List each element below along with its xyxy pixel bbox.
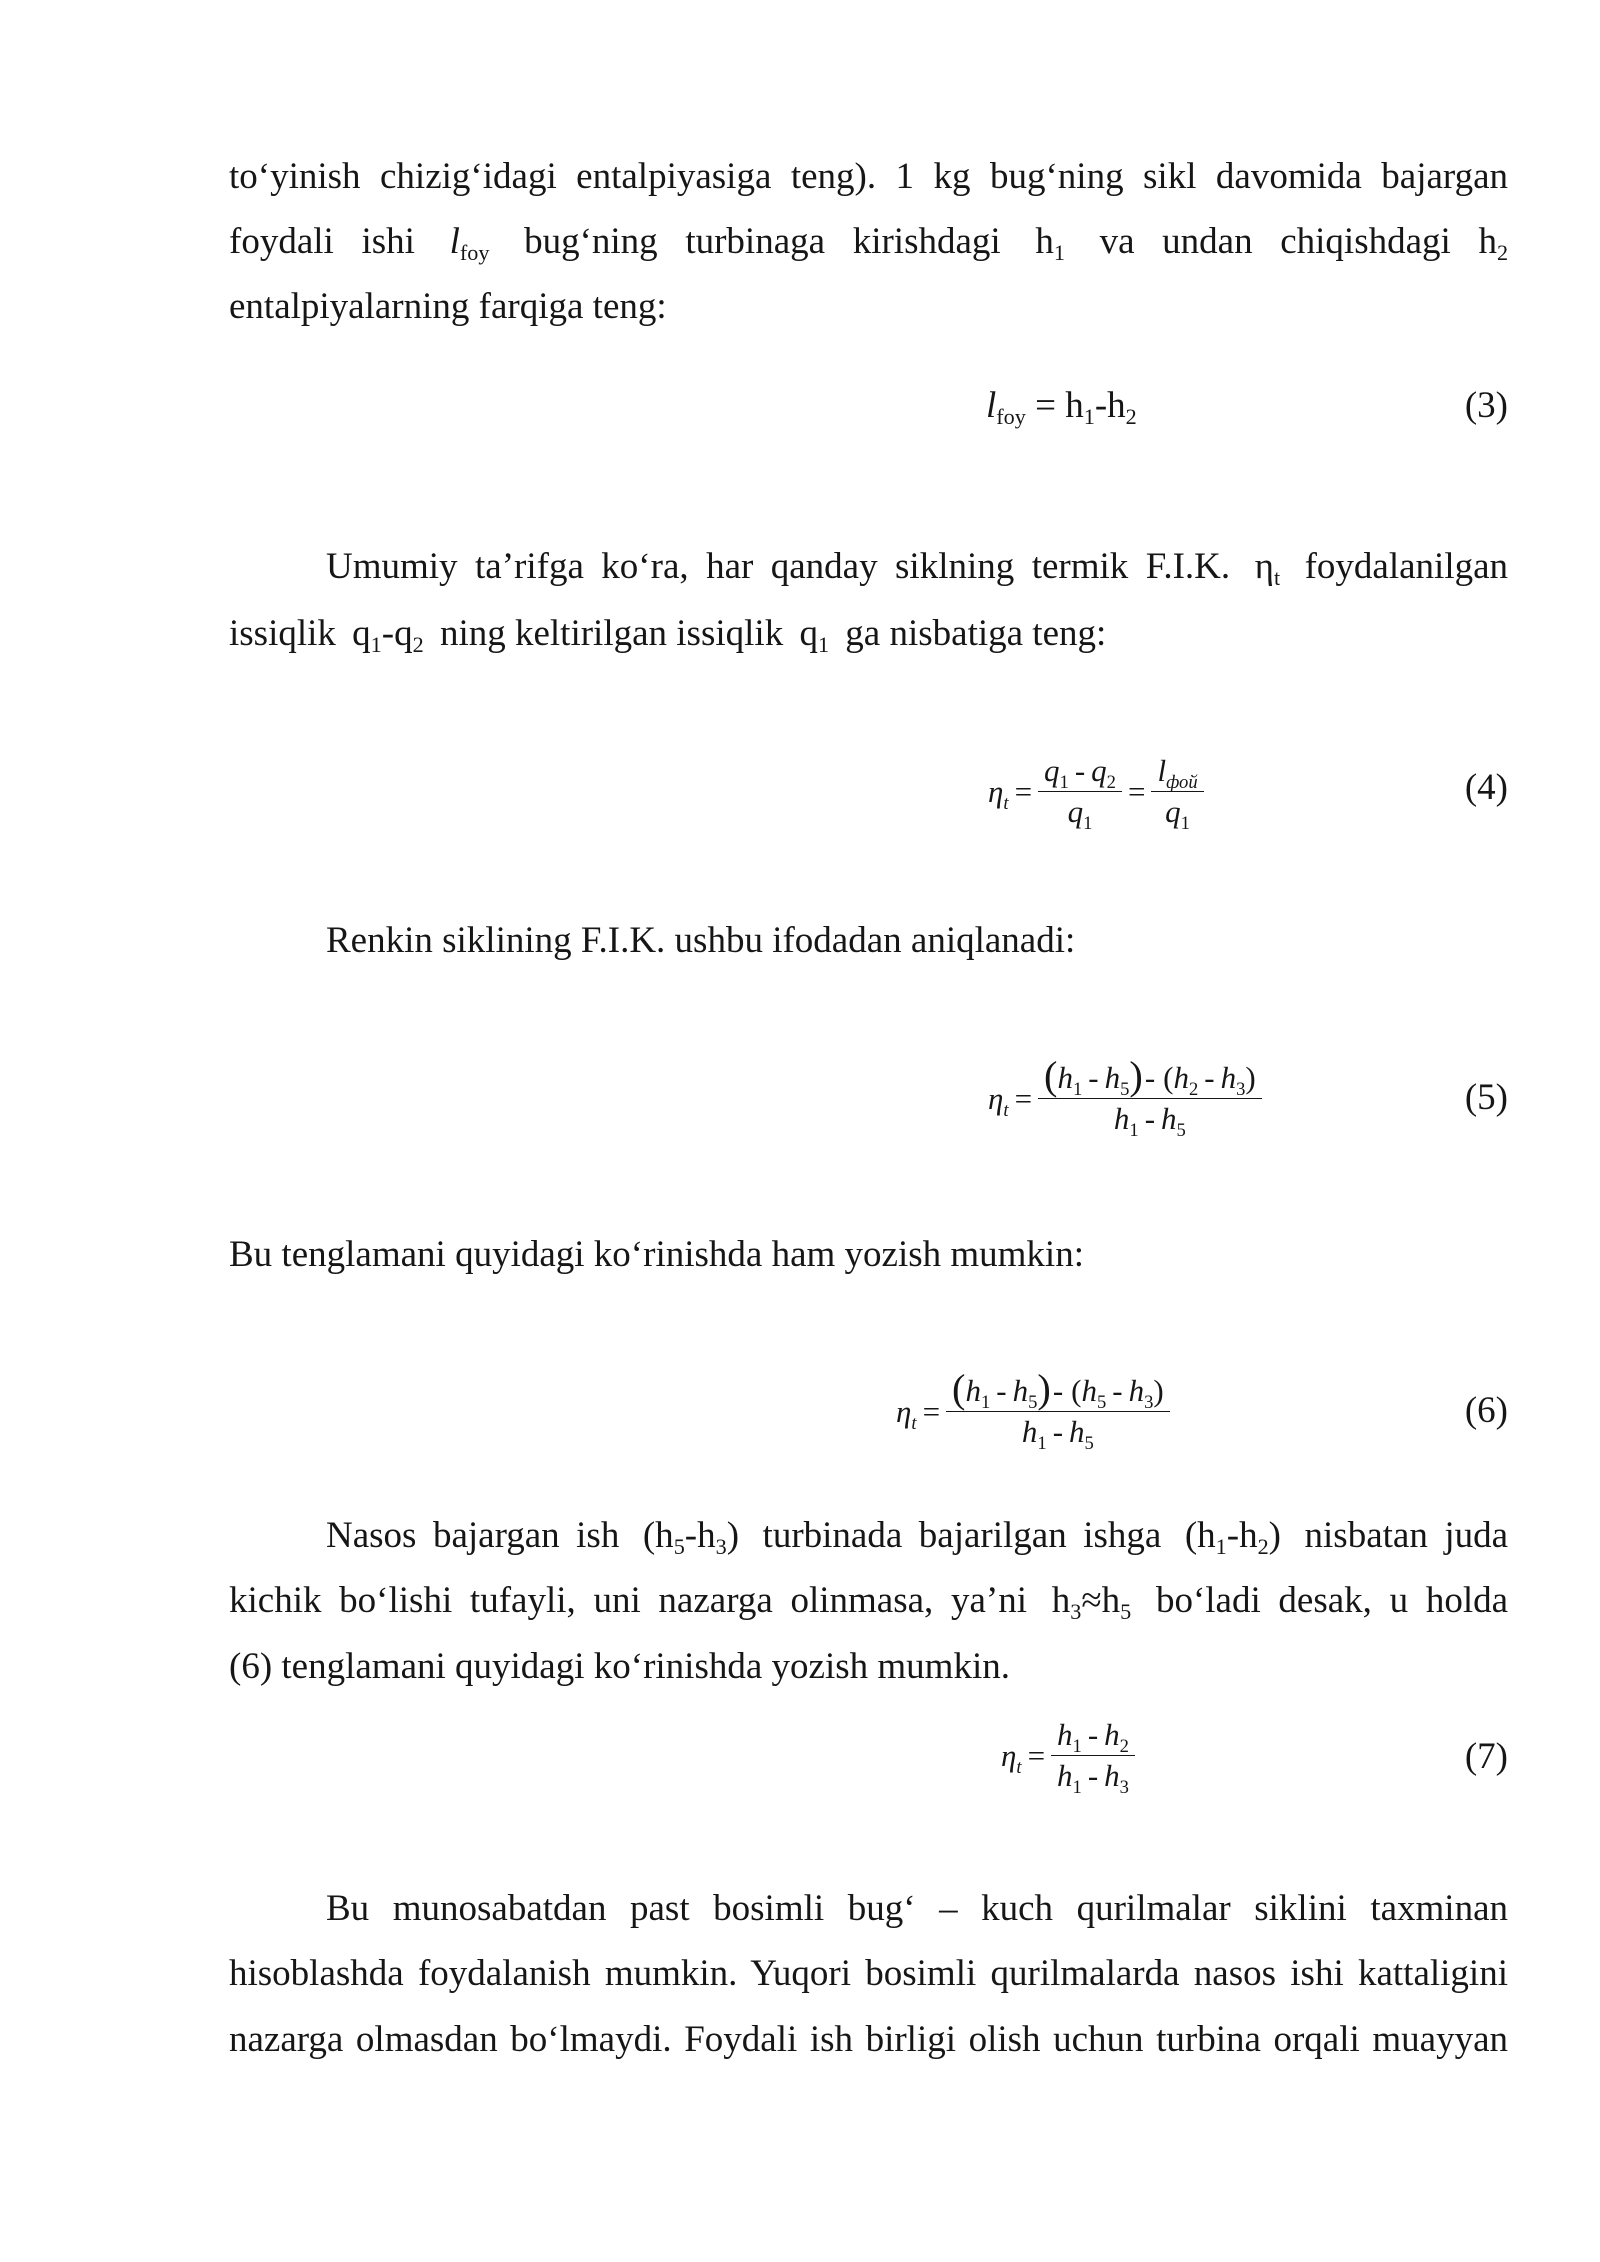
p5-line-1 <box>326 1514 1508 1558</box>
h5-h3-expression <box>642 1515 740 1559</box>
minus-sign: - <box>1052 1373 1064 1408</box>
symbol-l: l <box>1157 753 1167 788</box>
fraction <box>946 1366 1170 1455</box>
equation-3 <box>986 384 1137 428</box>
subscript: 1 <box>1072 1736 1082 1758</box>
subscript: 2 <box>1119 1736 1129 1758</box>
equals-sign: = <box>922 1393 941 1429</box>
symbol-eta: η <box>1001 1737 1017 1773</box>
equation-number-7: (7) <box>1464 1736 1508 1777</box>
subscript: 5 <box>1084 1433 1094 1455</box>
symbol-q: q <box>799 613 818 654</box>
text-run: foydalanilgan <box>1304 546 1509 587</box>
symbol-h: h <box>1478 221 1497 262</box>
symbol-h: h <box>1081 1373 1097 1408</box>
symbol-h: h <box>1220 1060 1237 1095</box>
symbol-eta: η <box>1254 546 1274 587</box>
subscript: 2 <box>1106 772 1116 794</box>
minus-sign: - <box>1144 1060 1156 1095</box>
text-run: bo‘ladi desak, u holda <box>1155 1580 1509 1621</box>
subscript: 5 <box>1176 1120 1186 1142</box>
p1-line-3: entalpiyalarning farqiga teng: <box>229 286 667 327</box>
equals-sign: = <box>1027 1737 1046 1773</box>
symbol-h: h <box>1012 1373 1029 1408</box>
expr-part: (h <box>1184 1515 1216 1556</box>
fraction <box>1038 1053 1262 1142</box>
symbol-l: l <box>449 221 460 262</box>
p1-line-2 <box>229 220 1508 264</box>
q1-symbol <box>799 613 830 657</box>
symbol-l: l <box>986 385 997 426</box>
denominator <box>946 1412 1170 1455</box>
fraction-2 <box>1151 753 1203 835</box>
minus-sign: - <box>1074 753 1086 788</box>
subscript: 3 <box>715 1533 727 1559</box>
close-paren: ) <box>1037 1366 1051 1411</box>
expr-part: -h <box>1226 1515 1258 1556</box>
expr-part: h <box>1051 1580 1071 1621</box>
subscript: 5 <box>673 1533 685 1559</box>
symbol-h: h <box>1113 1101 1130 1136</box>
text-run: kichik bo‘lishi tufayli, uni nazarga olinmasa, ya’ni <box>229 1580 1028 1621</box>
h2-symbol <box>1478 221 1509 265</box>
open-paren: ( <box>1044 1053 1058 1098</box>
eta-t <box>896 1393 917 1434</box>
open-paren: ( <box>1071 1373 1082 1408</box>
close-paren: ) <box>1245 1060 1256 1095</box>
subscript: 3 <box>1119 1777 1129 1799</box>
subscript: t <box>1273 564 1281 590</box>
p3-line-1: Renkin siklining F.I.K. ushbu ifodadan aniqlanadi: <box>326 920 1076 961</box>
text-run: Nasos bajargan ish <box>326 1515 620 1556</box>
subscript: 5 <box>1028 1392 1038 1414</box>
symbol-h: h <box>1173 1060 1189 1095</box>
close-paren: ) <box>1129 1053 1143 1098</box>
subscript: 2 <box>412 631 424 657</box>
text-run: nisbatan juda <box>1304 1515 1509 1556</box>
subscript: t <box>1003 1099 1009 1121</box>
equation-number-6: (6) <box>1464 1390 1508 1431</box>
subscript: 1 <box>1215 1533 1227 1559</box>
subscript: 1 <box>1180 813 1190 835</box>
subscript: 5 <box>1120 1598 1132 1624</box>
equation-rhs-part: = h <box>1035 385 1084 426</box>
subscript: t <box>1016 1756 1022 1778</box>
eta-t <box>1001 1737 1022 1778</box>
text-run: Umumiy ta’rifga ko‘ra, har qanday siklning termik F.I.K. <box>326 546 1231 587</box>
fraction <box>1051 1717 1135 1799</box>
subscript: 1 <box>1053 239 1065 265</box>
q1-q2-symbol <box>352 613 424 657</box>
symbol-h: h <box>1128 1373 1145 1408</box>
symbol-h: h <box>1035 221 1054 262</box>
subscript: 2 <box>1257 1533 1269 1559</box>
expr-part: -h <box>684 1515 716 1556</box>
expr-part: ) <box>1268 1515 1281 1556</box>
open-paren: ( <box>952 1366 966 1411</box>
denominator <box>1151 792 1203 835</box>
equals-sign: = <box>1127 773 1146 809</box>
numerator <box>1038 754 1122 792</box>
text-run: va undan chiqishdagi <box>1099 221 1451 262</box>
h1-symbol <box>1035 221 1065 265</box>
subscript: t <box>1003 792 1009 814</box>
subscript: foy <box>459 239 490 265</box>
symbol-h: h <box>1104 1717 1120 1752</box>
numerator <box>1038 1053 1262 1101</box>
numerator <box>946 1366 1170 1414</box>
symbol-h: h <box>1057 1758 1073 1793</box>
numerator <box>1151 754 1203 792</box>
text-run: ning keltirilgan issiqlik <box>439 613 784 654</box>
l-foy-symbol <box>449 221 490 265</box>
symbol-q: q <box>1044 753 1060 788</box>
minus-sign: - <box>1088 1060 1099 1095</box>
subscript: 3 <box>1070 1598 1082 1624</box>
denominator <box>1038 1099 1262 1142</box>
denominator <box>1051 1756 1135 1799</box>
p5-line-3: (6) tenglamani quyidagi ko‘rinishda yozish mumkin. <box>229 1646 1010 1687</box>
symbol-q: q <box>1091 753 1107 788</box>
equation-4 <box>988 753 1204 835</box>
close-paren: ) <box>1153 1373 1164 1408</box>
equation-number-5: (5) <box>1464 1077 1508 1118</box>
subscript: 5 <box>1096 1392 1107 1414</box>
symbol-h: h <box>1057 1717 1073 1752</box>
eta-t <box>988 1080 1009 1121</box>
symbol-h: h <box>1161 1101 1177 1136</box>
equation-rhs-part: -h <box>1094 385 1126 426</box>
subscript: 1 <box>1129 1120 1139 1142</box>
denominator <box>1038 792 1122 835</box>
subscript: 1 <box>1059 772 1069 794</box>
minus-sign: - <box>1087 1717 1099 1752</box>
subscript: 2 <box>1125 403 1137 429</box>
eta-t <box>988 773 1009 814</box>
subscript: 2 <box>1496 239 1509 265</box>
equation-number-4: (4) <box>1464 767 1508 808</box>
minus-sign: - <box>996 1373 1007 1408</box>
expr-part: ) <box>726 1515 740 1556</box>
expr-part: (h <box>642 1515 674 1556</box>
equals-sign: = <box>1014 1080 1033 1116</box>
eta-t-symbol <box>1254 546 1281 590</box>
p4-line-1: Bu tenglamani quyidagi ko‘rinishda ham yozish mumkin: <box>229 1234 1084 1275</box>
symbol-h: h <box>1104 1060 1121 1095</box>
symbol-h: h <box>1069 1414 1085 1449</box>
subscript: 5 <box>1120 1079 1130 1101</box>
p1-line-1: to‘yinish chizig‘idagi entalpiyasiga teng). 1 kg bug‘ning sikl davomida bajargan <box>229 156 1508 197</box>
minus-sign: - <box>1052 1414 1064 1449</box>
text-run: foydali ishi <box>229 221 415 262</box>
minus-sign: - <box>1204 1060 1215 1095</box>
minus-sign: - <box>1144 1101 1156 1136</box>
subscript: 3 <box>1236 1079 1246 1101</box>
equals-sign: = <box>1014 773 1033 809</box>
subscript: foy <box>996 403 1026 429</box>
text-run: ga nisbatiga teng: <box>845 613 1107 654</box>
symbol-h: h <box>1057 1060 1073 1095</box>
h1-h2-expression <box>1184 1515 1281 1559</box>
text-run: issiqlik <box>229 613 336 654</box>
subscript: 1 <box>1072 1079 1083 1101</box>
minus-sign: - <box>1087 1758 1099 1793</box>
equation-5 <box>988 1053 1262 1142</box>
open-paren: ( <box>1163 1060 1174 1095</box>
fraction-1 <box>1038 753 1122 835</box>
symbol-eta: η <box>896 1393 912 1429</box>
p2-line-2 <box>229 612 1508 656</box>
h3-approx-h5-expression <box>1051 1580 1132 1624</box>
expr-part: ≈h <box>1081 1580 1121 1621</box>
equation-7 <box>1001 1717 1135 1799</box>
text-run: bug‘ning turbinaga kirishdagi <box>524 221 1001 262</box>
symbol-q: q <box>1165 794 1181 829</box>
equation-number-3: (3) <box>1464 385 1508 426</box>
symbol-h: h <box>965 1373 981 1408</box>
subscript: t <box>911 1412 917 1434</box>
p5-line-2 <box>229 1579 1508 1623</box>
subscript: 1 <box>980 1392 991 1414</box>
symbol-eta: η <box>988 1080 1004 1116</box>
symbol-q: q <box>1067 794 1084 829</box>
symbol-q: q <box>352 613 371 654</box>
p6-line-1: Bu munosabatdan past bosimli bug‘ – kuch qurilmalar siklini taxminan <box>326 1888 1508 1929</box>
equation-6 <box>896 1366 1170 1455</box>
subscript: 2 <box>1188 1079 1199 1101</box>
subscript: фой <box>1166 772 1198 794</box>
symbol-h: h <box>1021 1414 1038 1449</box>
p2-line-1 <box>326 545 1508 589</box>
symbol-eta: η <box>988 773 1004 809</box>
subscript: 1 <box>817 631 830 657</box>
subscript: 1 <box>1083 403 1095 429</box>
p6-line-2: hisoblashda foydalanish mumkin. Yuqori bosimli qurilmalarda nasos ishi kattaligini <box>229 1953 1508 1994</box>
symbol-q: -q <box>381 613 413 654</box>
p6-line-3: nazarga olmasdan bo‘lmaydi. Foydali ish birligi olish uchun turbina orqali muayyan <box>229 2019 1508 2060</box>
minus-sign: - <box>1112 1373 1123 1408</box>
text-run: turbinada bajarilgan ishga <box>762 1515 1162 1556</box>
subscript: 3 <box>1144 1392 1154 1414</box>
numerator <box>1051 1718 1135 1756</box>
subscript: 1 <box>370 631 382 657</box>
subscript: 1 <box>1037 1433 1047 1455</box>
subscript: 1 <box>1083 813 1093 835</box>
subscript: 1 <box>1072 1777 1082 1799</box>
symbol-h: h <box>1104 1758 1120 1793</box>
